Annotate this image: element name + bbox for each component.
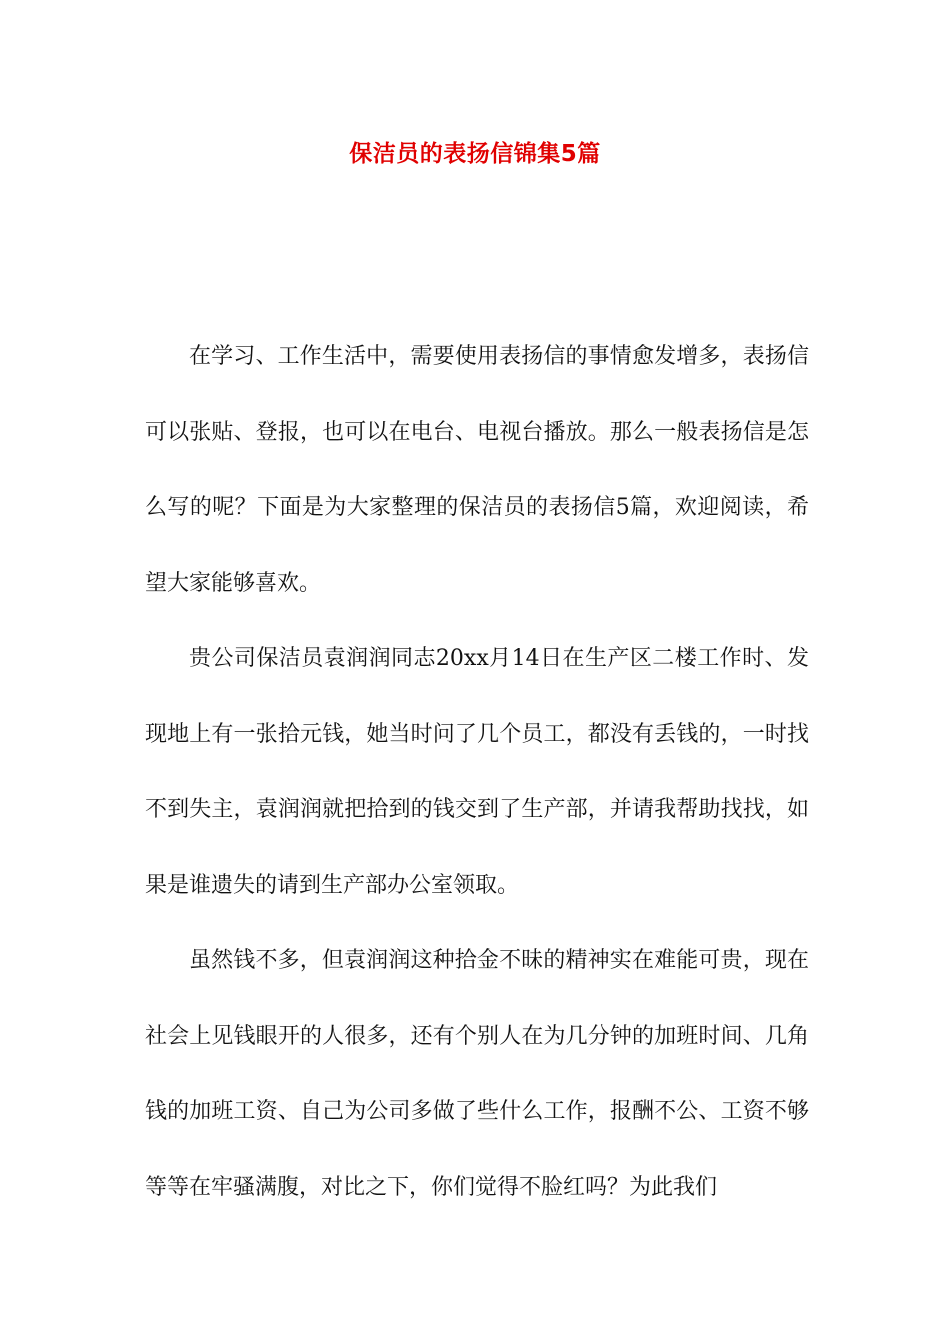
document-body: [145, 319, 809, 1225]
letter-paragraph-1: 贵公司保洁员袁润润同志20xx月14日在生产区二楼工作时、发现地上有一张拾元钱，她当时问了几个员工，都没有丢钱的，一时找不到失主，袁润润就把拾到的钱交到了生产部，并请我帮助找找，如果是谁遗失的请到生产部办公室领取。: [145, 646, 809, 898]
letter-paragraph-2: 虽然钱不多，但袁润润这种拾金不昧的精神实在难能可贵，现在社会上见钱眼开的人很多，还有个别人在为几分钟的加班时间、几角钱的加班工资、自己为公司多做了些什么工作，报酬不公、工资不够等等在牢骚满腹，对比之下，你们觉得不脸红吗？为此我们: [145, 948, 809, 1200]
intro-paragraph: 在学习、工作生活中，需要使用表扬信的事情愈发增多，表扬信可以张贴、登报，也可以在电台、电视台播放。那么一般表扬信是怎么写的呢？下面是为大家整理的保洁员的表扬信5篇，欢迎阅读，希望大家能够喜欢。: [145, 344, 809, 596]
document-title: 保洁员的表扬信锦集5篇: [349, 141, 601, 167]
